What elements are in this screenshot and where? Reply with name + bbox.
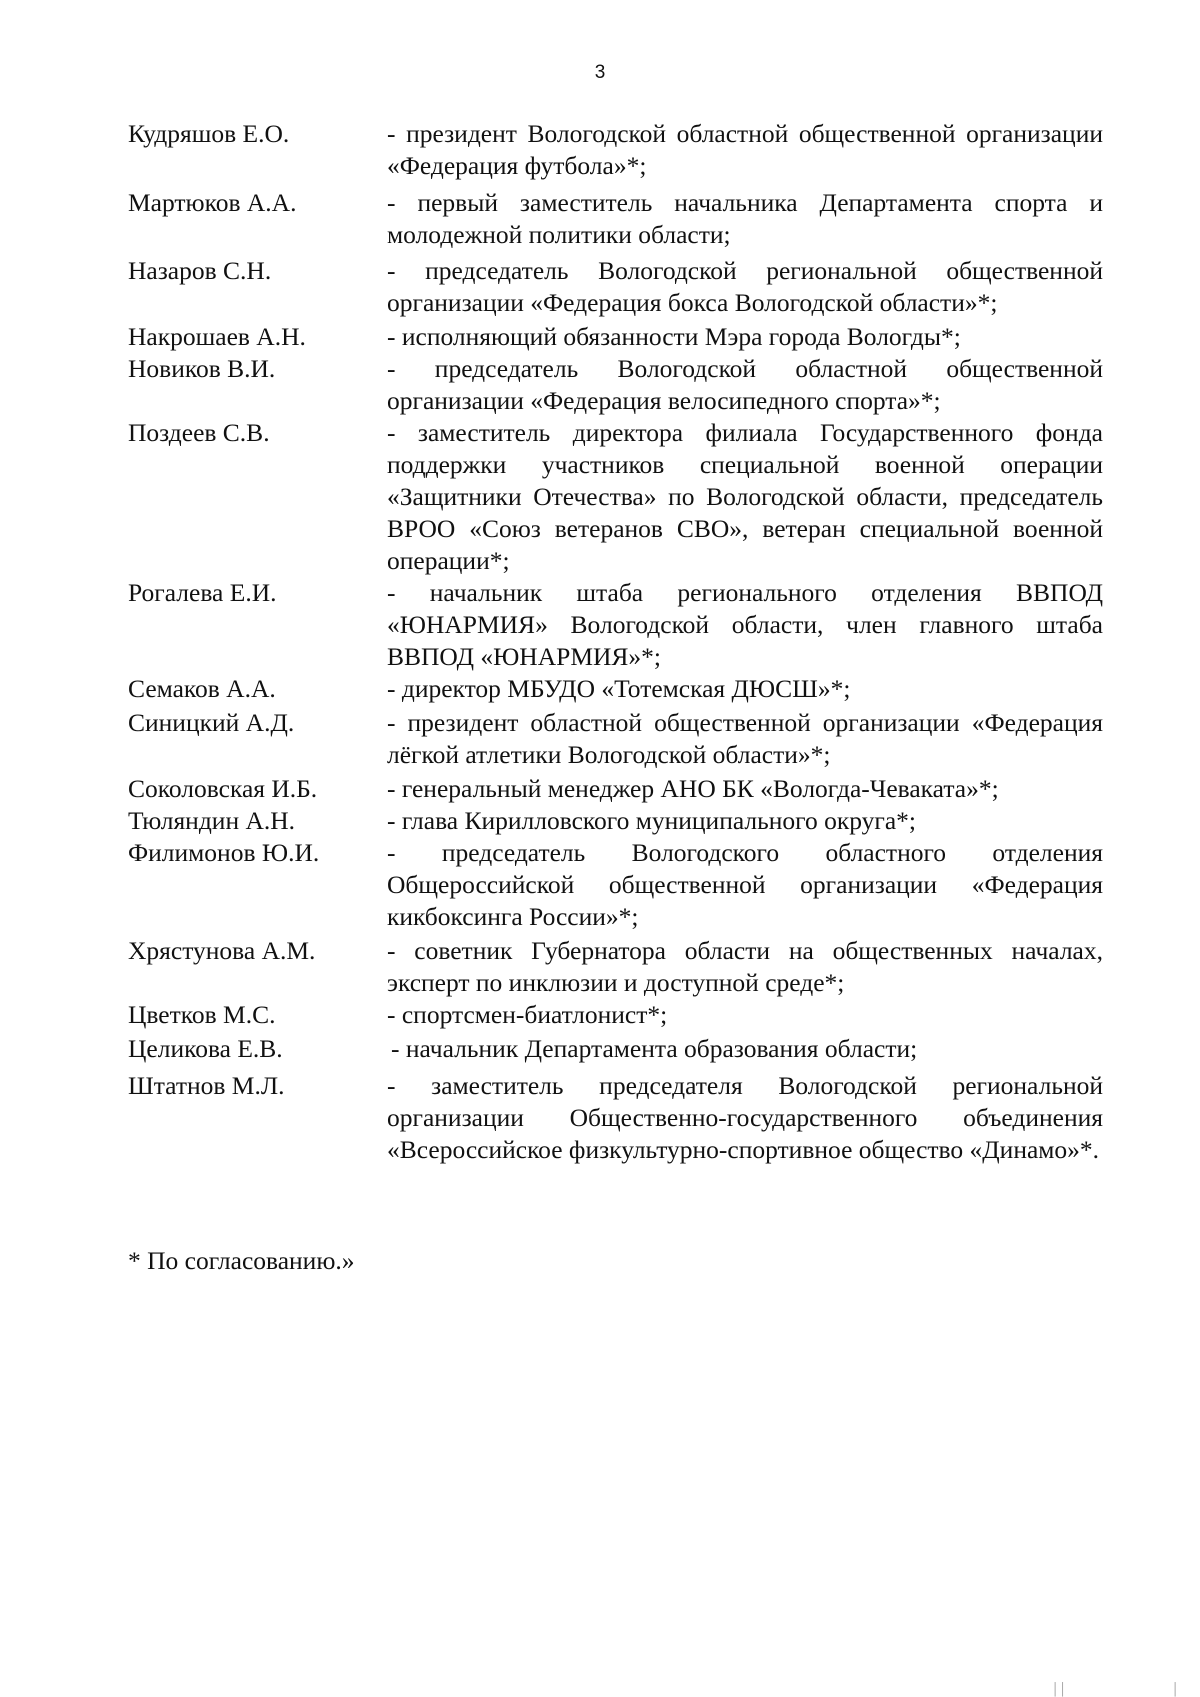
member-name: Синицкий А.Д. xyxy=(128,708,295,737)
member-role: - начальник Департамента образования области; xyxy=(391,1034,918,1063)
member-row xyxy=(128,707,1103,771)
member-role: - президент Вологодской областной общественной организации «Федерация футбола»*; xyxy=(387,119,1103,180)
member-name: Накрошаев А.Н. xyxy=(128,322,306,351)
member-name: Кудряшов Е.О. xyxy=(128,119,290,148)
member-role: - первый заместитель начальника Департамента спорта и молодежной политики области; xyxy=(387,188,1103,249)
member-role: - спортсмен-биатлонист*; xyxy=(387,1000,668,1029)
member-row xyxy=(128,417,1103,577)
member-row xyxy=(128,187,1103,251)
member-row xyxy=(128,118,1103,182)
member-row xyxy=(128,1033,1103,1065)
member-name: Мартюков А.А. xyxy=(128,188,297,217)
member-role: - председатель Вологодского областного отделения Общероссийской общественной организации «Федерация кикбоксинга России»*; xyxy=(387,838,1103,931)
member-role: - заместитель председателя Вологодской региональной организации Общественно-государственного объединения «Всероссийское физкультурно-спортивное общество «Динамо»*. xyxy=(387,1071,1103,1164)
member-name: Целикова Е.В. xyxy=(128,1034,283,1063)
member-role: - директор МБУДО «Тотемская ДЮСШ»*; xyxy=(387,674,851,703)
member-name: Соколовская И.Б. xyxy=(128,774,318,803)
member-role: - президент областной общественной организации «Федерация лёгкой атлетики Вологодской области»*; xyxy=(387,708,1103,769)
member-role: - председатель Вологодской региональной общественной организации «Федерация бокса Вологодской области»*; xyxy=(387,256,1103,317)
member-name: Поздеев С.В. xyxy=(128,418,270,447)
member-name: Хрястунова А.М. xyxy=(128,936,316,965)
member-row xyxy=(128,255,1103,319)
member-list xyxy=(128,118,1103,1166)
member-row xyxy=(128,773,1103,805)
member-name: Штатнов М.Л. xyxy=(128,1071,285,1100)
member-row xyxy=(128,999,1103,1031)
member-name: Тюляндин А.Н. xyxy=(128,806,296,835)
member-name: Цветков М.С. xyxy=(128,1000,276,1029)
member-name: Рогалева Е.И. xyxy=(128,578,277,607)
member-role: - генеральный менеджер АНО БК «Вологда-Чеваката»*; xyxy=(387,774,999,803)
scan-edge-mark: │ xyxy=(1172,1682,1180,1696)
footnote: * По согласованию.» xyxy=(128,1246,355,1275)
member-row xyxy=(128,321,1103,353)
member-role: - председатель Вологодской областной общественной организации «Федерация велосипедного спорта»*; xyxy=(387,354,1103,415)
member-row xyxy=(128,673,1103,705)
member-name: Семаков А.А. xyxy=(128,674,276,703)
member-row xyxy=(128,837,1103,933)
member-role: - советник Губернатора области на общественных началах, эксперт по инклюзии и доступной среде*; xyxy=(387,936,1103,997)
member-row xyxy=(128,935,1103,999)
member-row xyxy=(128,805,1103,837)
member-role: - начальник штаба регионального отделения ВВПОД «ЮНАРМИЯ» Вологодской области, член главного штаба ВВПОД «ЮНАРМИЯ»*; xyxy=(387,578,1103,671)
scan-edge-mark: ││ xyxy=(1052,1682,1067,1696)
member-row xyxy=(128,577,1103,673)
member-role: - заместитель директора филиала Государственного фонда поддержки участников специальной военной операции «Защитники Отечества» по Вологодской области, председатель ВРОО «Союз ветеранов СВО», ветеран специальной военной операции*; xyxy=(387,418,1103,575)
member-row xyxy=(128,1070,1103,1166)
page-number: 3 xyxy=(594,62,606,83)
member-name: Назаров С.Н. xyxy=(128,256,272,285)
member-role: - исполняющий обязанности Мэра города Вологды*; xyxy=(387,322,961,351)
member-role: - глава Кирилловского муниципального округа*; xyxy=(387,806,917,835)
member-row xyxy=(128,353,1103,417)
member-name: Новиков В.И. xyxy=(128,354,276,383)
member-name: Филимонов Ю.И. xyxy=(128,838,320,867)
